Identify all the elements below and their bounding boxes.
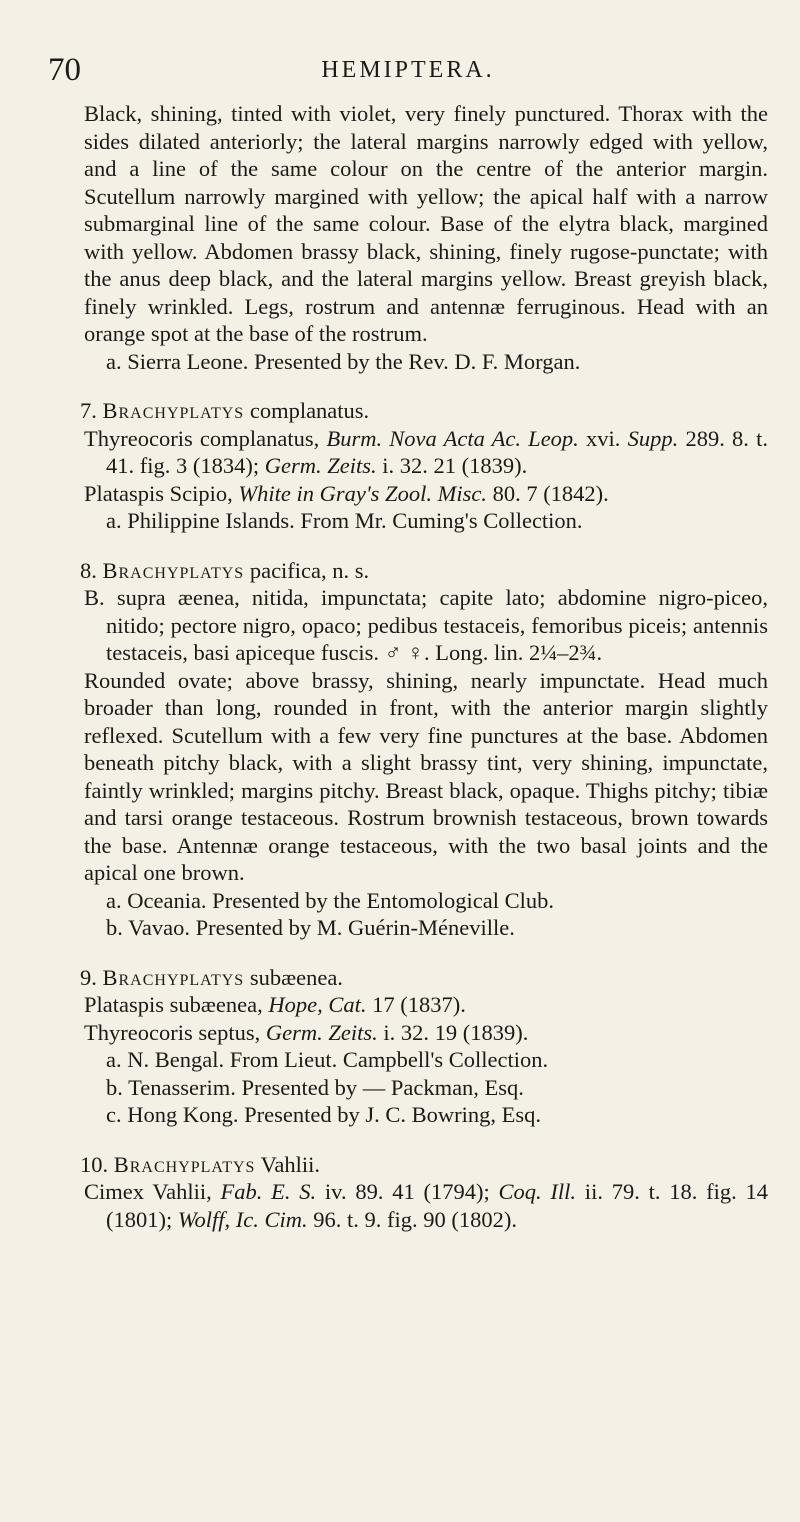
species-name: subæenea. — [249, 964, 343, 990]
species-description: Rounded ovate; above brassy, shining, nearly impunctate. Head much broader than long, rounded in front, with the anterior margin slightly reflexed. Scutellum with a few very fine punctures at the base. Abdomen beneath pitchy black, with a slight brassy tint, very shining, impunctate, faintly wrinkled; margins pitchy. Breast black, opaque. Thighs pitchy; tibiæ and tarsi orange testaceous. Rostrum brownish testaceous, brown towards the base. Antennæ orange testaceous, with the two basal joints and the apical one brown. — [84, 667, 768, 885]
species-name: pacifica, n. s. — [249, 557, 370, 583]
species-heading — [80, 397, 768, 425]
specimen-record: a. Philippine Islands. From Mr. Cuming's Collection. — [106, 508, 583, 533]
genus-name: Brachyplatys — [113, 1151, 256, 1177]
page-body — [80, 100, 769, 1233]
synonymy-citation: Plataspis subæenea, Hope, Cat. 17 (1837). — [84, 992, 466, 1017]
synonymy-citation: Plataspis Scipio, White in Gray's Zool. Misc. 80. 7 (1842). — [84, 480, 609, 506]
species-number: 9. — [80, 964, 97, 990]
specimen-record: c. Hong Kong. Presented by J. C. Bowring, Esq. — [106, 1102, 541, 1127]
genus-name: Brachyplatys — [102, 964, 245, 990]
species-heading — [80, 964, 768, 992]
species-number: 10. — [80, 1151, 109, 1177]
specimen-record: a. N. Bengal. From Lieut. Campbell's Collection. — [106, 1047, 549, 1072]
species-number: 7. — [80, 398, 97, 423]
specimen-record: a. Sierra Leone. Presented by the Rev. D. F. Morgan. — [106, 348, 581, 374]
species-number: 8. — [80, 557, 97, 583]
synonymy-citation: Thyreocoris septus, Germ. Zeits. i. 32. 19 (1839). — [84, 1019, 529, 1045]
species-heading — [80, 557, 768, 585]
specimen-record: b. Tenasserim. Presented by — Packman, Esq. — [106, 1074, 524, 1100]
species-description: Black, shining, tinted with violet, very finely punctured. Thorax with the sides dilated anteriorly; the lateral margins narrowly edged with yellow, and a line of the same colour on the centre of the anterior margin. Scutellum narrowly margined with yellow; the apical half with a narrow submarginal line of the same colour. Base of the elytra black, margined with yellow. Abdomen brassy black, shining, finely rugose-punctate; with the anus deep black, and the lateral margins yellow. Breast greyish black, finely wrinkled. Legs, rostrum and antennæ ferruginous. Head with an orange spot at the base of the rostrum. — [84, 101, 768, 346]
running-head — [48, 50, 768, 90]
species-heading — [80, 1151, 768, 1179]
running-title: HEMIPTERA. — [321, 57, 495, 83]
specimen-record: b. Vavao. Presented by M. Guérin-Méneville. — [106, 915, 515, 940]
synonymy-citation: Cimex Vahlii, Fab. E. S. iv. 89. 41 (1794); Coq. Ill. ii. 79. t. 18. fig. 14 (1801); Wolff, Ic. Cim. 96. t. 9. fig. 90 (1802). — [84, 1179, 769, 1232]
page-number: 70 — [48, 52, 81, 88]
specimen-record: a. Oceania. Presented by the Entomological Club. — [106, 887, 555, 913]
species-name: Vahlii. — [260, 1151, 321, 1177]
latin-diagnosis: B. supra æenea, nitida, impunctata; capite lato; abdomine nigro-piceo, nitido; pectore nigro, opaco; pedibus testaceis, femoribus piceis; antennis testaceis, basi apiceque fuscis. ♂ ♀. Long. lin. 2¼–2¾. — [84, 585, 768, 665]
species-name: complanatus. — [249, 398, 370, 423]
synonymy-citation: Thyreocoris complanatus, Burm. Nova Acta Ac. Leop. xvi. Supp. 289. 8. t. 41. fig. 3 (1834); Germ. Zeits. i. 32. 21 (1839). — [84, 425, 768, 478]
genus-name: Brachyplatys — [102, 557, 245, 583]
genus-name: Brachyplatys — [102, 398, 245, 423]
